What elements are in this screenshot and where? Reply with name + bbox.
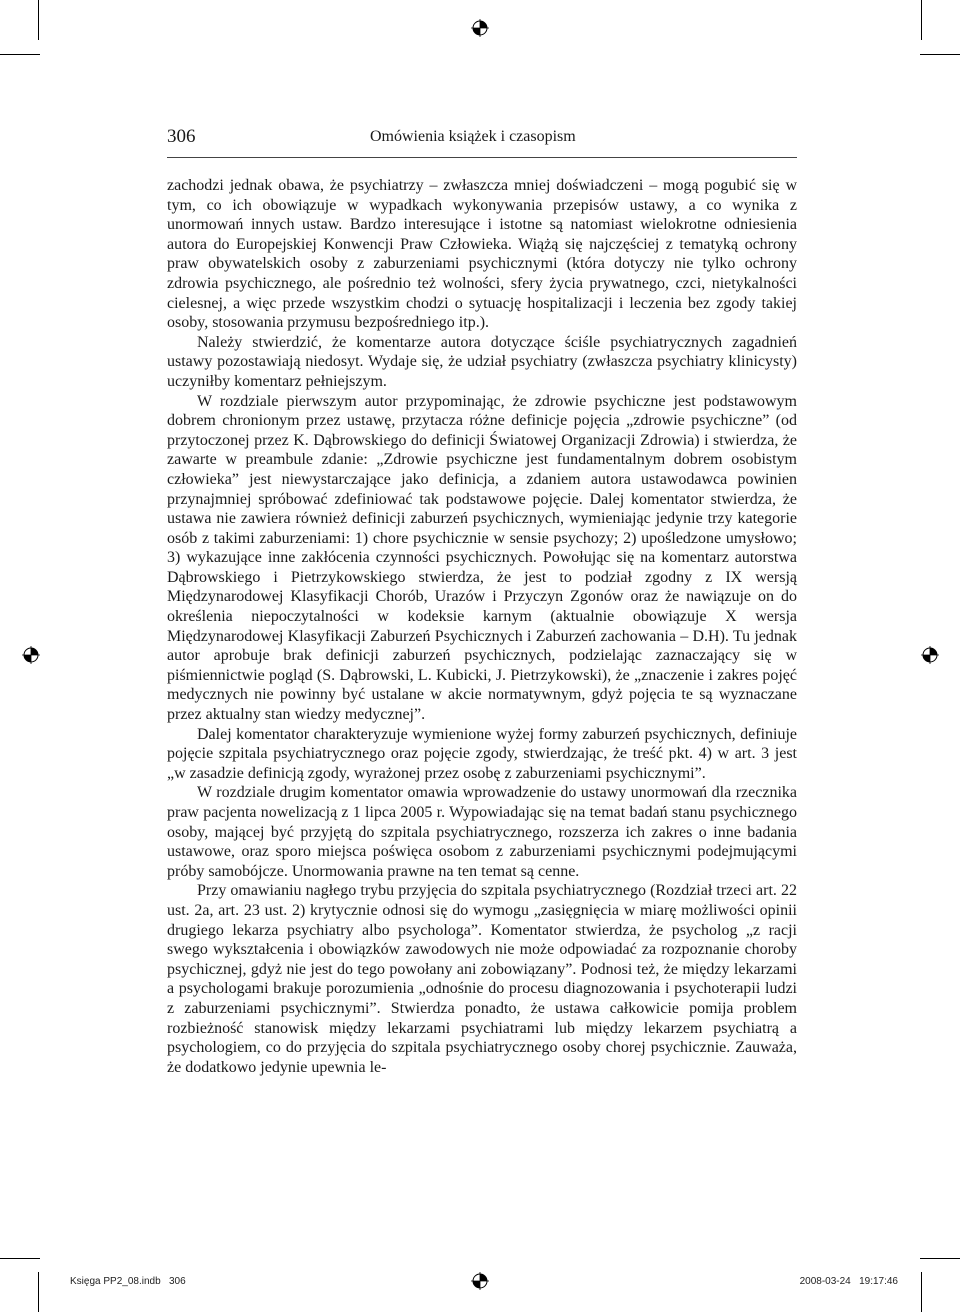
- paragraph: Przy omawianiu nagłego trybu przyjęcia do szpitala psychiatrycznego (Rozdział trzeci art. 22 ust. 2a, art. 23 ust. 2) krytycznie odnosi się do wymogu „zasięgnięcia w miarę możliwości opinii drugiego lekarza psychiatry albo psychologa”. Komentator stwierdza, że psycholog „z racji swego wykształcenia i obowiązków zawodowych nie może odpowiadać za rozpoznanie choroby psychicznej, gdyż nie jest do tego powołany ani zobowiązany”. Podnosi też, że między lekarzami a psychologami brakuje porozumienia „odnośnie do procesu diagnozowania i psychoterapii ludzi z zaburzeniami psychicznymi”. Stwierdza ponadto, że ustawa całkowicie pomija problem rozbieżność stanowisk między lekarzami psychiatrami lub między lekarzem psychiatrą a psychologiem, co do przyjęcia do szpitala psychiatrycznego osoby chorej psychicznie. Zauważa, że dodatkowo jedynie upewnia le-: [167, 882, 797, 1076]
- crop-mark: [920, 54, 960, 55]
- registration-mark-icon: [471, 1272, 489, 1290]
- crop-mark: [38, 1272, 39, 1312]
- slug-file-info: Księga PP2_08.indb 306: [70, 1276, 186, 1287]
- paragraph: Należy stwierdzić, że komentarze autora dotyczące ściśle psychiatrycznych zagadnień ustawy pozostawiają niedosyt. Wydaje się, że udział psychiatry (zwłaszcza psychiatry klinicysty) uczyniłby komentarz pełniejszym.: [167, 333, 797, 390]
- header-rule: [167, 157, 797, 158]
- slug-timestamp: 2008-03-24 19:17:46: [799, 1276, 898, 1287]
- paragraph: Dalej komentator charakteryzuje wymienione wyżej formy zaburzeń psychicznych, definiuje pojęcie szpitala psychiatrycznego oraz pojęcie zgody, stwierdzając, że treść pkt. 4) w art. 3 jest „w zasadzie definicją zgody, wyrażonej przez osobę z zaburzeniami psychicznymi”.: [167, 725, 797, 782]
- paragraph: W rozdziale drugim komentator omawia wprowadzenie do ustawy unormowań dla rzecznika praw pacjenta nowelizacją z 1 lipca 2005 r. Wypowiadając się na temat badań stanu psychicznego osoby, mającej być przyjętą do szpitala psychiatrycznego, rozszerza ich zakres o inne badania ustawowe, oraz sporo miejsca poświęca osobom z zaburzeniami psychicznymi podejmującymi próby samobójcze. Unormowania prawne na ten temat są cenne.: [167, 784, 797, 880]
- crop-mark: [38, 0, 39, 40]
- body-text: [167, 176, 797, 1077]
- crop-mark: [0, 54, 40, 55]
- crop-mark: [921, 1272, 922, 1312]
- crop-mark: [921, 0, 922, 40]
- registration-mark-icon: [22, 646, 40, 664]
- crop-mark: [0, 1258, 40, 1259]
- crop-mark: [920, 1258, 960, 1259]
- paragraph: zachodzi jednak obawa, że psychiatrzy – zwłaszcza mniej doświadczeni – mogą pogubić się w tym, co ich obowiązuje w wypadkach wykonywania przepisów ustawy, a co wynika z unormowań innych ustaw. Bardzo interesujące i istotne są natomiast wielokrotne odniesienia autora do Europejskiej Konwencji Praw Człowieka. Wiążą się najczęściej z tematyką ochrony praw obywatelskich osoby z zaburzeniami psychicznymi (która dotyczy nie tylko ochrony zdrowia psychicznego, ale pośrednio też wolności, sfery życia prywatnego, czci, nietykalności cielesnej, a więc przede wszystkim chodzi o sytuację hospitalizacji i leczenia bez zgody takiej osoby, stosowania przymusu bezpośredniego itp.).: [167, 177, 797, 332]
- registration-mark-icon: [921, 646, 939, 664]
- registration-mark-icon: [471, 19, 489, 37]
- paragraph: W rozdziale pierwszym autor przypominając, że zdrowie psychiczne jest podstawowym dobrem chronionym przez ustawę, przytacza różne definicje pojęcia „zdrowie psychiczne” (od przytoczonej przez K. Dąbrowskiego do definicji Światowej Organizacji Zdrowia) i stwierdza, że zawarte w preambule zdanie: „Zdrowie psychiczne jest fundamentalnym dobrem osobistym człowieka” jest niewystarczające jako definicja, a zdaniem autora ustawodawca powinien przynajmniej spróbować zdefiniować tak podstawowe pojęcie. Dalej komentator stwierdza, że ustawa nie zawiera również definicji zaburzeń psychicznych, wymieniając jedynie trzy kategorie osób z takimi zaburzeniami: 1) chore psychicznie w sensie psychozy; 2) upośledzone umysłowo; 3) wykazujące inne zakłócenia czynności psychicznych. Powołując się na komentarz autorstwa Dąbrowskiego i Pietrzykowskiego stwierdza, że jest to podział zgodny z IX wersją Międzynarodowej Klasyfikacji Chorób, Urazów i Przyczyn Zgonów oraz że nawiązuje on do określenia niepoczytalności w kodeksie karnym (aktualnie obowiązuje X wersja Międzynarodowej Klasyfikacji Zaburzeń Psychicznych i Zaburzeń zachowania – D.H). Tu jednak autor aprobuje brak definicji zaburzeń psychicznych, podzielając zaznaczający się w piśmiennictwie pogląd (S. Dąbrowski, L. Kubicki, J. Pietrzykowski), że „znaczenie i zakres pojęć medycznych nie powinny być ustalane w akcie normatywnym, gdyż pojęcia te są wyznaczane przez aktualny stan wiedzy medycznej”.: [167, 392, 797, 724]
- page-number: 306: [167, 126, 196, 147]
- running-header: Omówienia książek i czasopism: [370, 128, 576, 145]
